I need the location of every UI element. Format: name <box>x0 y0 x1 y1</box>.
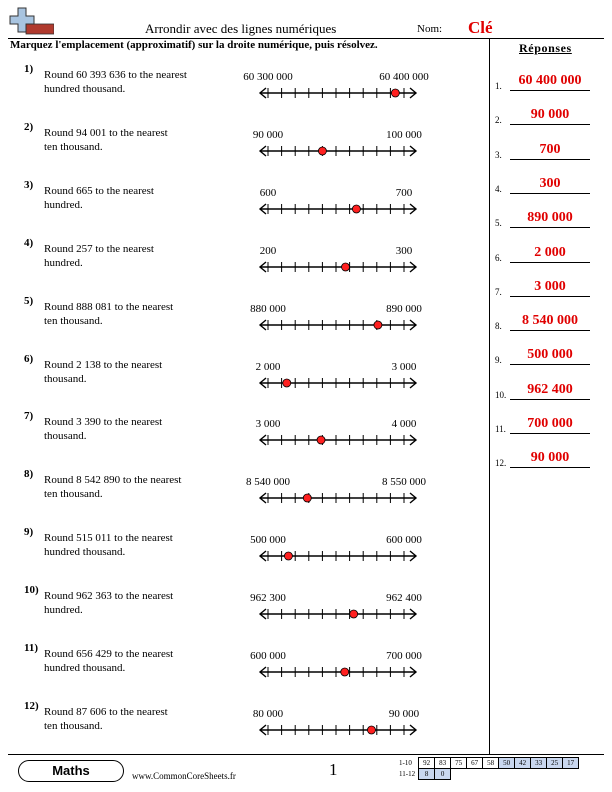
score-cell: 17 <box>563 758 579 769</box>
answer-number: 2. <box>495 115 502 126</box>
problem-number: 1) <box>24 63 34 75</box>
answer-value: 60 400 000 <box>518 73 582 88</box>
number-line-low-label: 60 300 000 <box>243 71 293 83</box>
number-line-low-label: 80 000 <box>252 707 284 720</box>
number-line-low-label: 500 000 <box>250 534 286 547</box>
problem-number: 12) <box>24 699 39 712</box>
answer-number: 7. <box>495 286 502 297</box>
problem-text-line: ten thousand. <box>44 314 103 327</box>
problem-text-line: hundred thousand. <box>44 662 126 674</box>
answer-value: 300 <box>539 175 561 191</box>
problem-text-line: ten thousand. <box>44 140 103 153</box>
number-line-high-label: 90 000 <box>388 707 420 720</box>
problem-text-line: Round 656 429 to the nearest <box>44 648 174 660</box>
number-line-low-label: 3 000 <box>255 418 281 431</box>
number-line-high-label: 962 400 <box>386 592 422 605</box>
number-line-low-label: 962 300 <box>250 592 286 605</box>
number-line-marker <box>284 552 292 560</box>
problem-number: 8) <box>24 468 34 481</box>
number-line <box>0 604 612 624</box>
problem-text-line: thousand. <box>44 372 87 385</box>
score-cell: 50 <box>499 758 515 769</box>
problem-number: 10) <box>24 584 39 597</box>
answer-value: 90 000 <box>530 107 570 123</box>
answer-value: 8 540 000 <box>522 313 578 329</box>
worksheet-title: Arrondir avec des lignes numériques <box>145 21 337 36</box>
problem-number: 4) <box>24 236 34 249</box>
answer-number: 4. <box>495 183 502 194</box>
answer-number: 3. <box>495 149 502 160</box>
answer-number: 8. <box>495 321 502 332</box>
number-line-marker <box>318 147 326 155</box>
problem-number: 7) <box>24 410 34 423</box>
score-row-label: 11-12 <box>399 770 416 778</box>
problem-text-line: hundred thousand. <box>44 546 126 559</box>
answer-number: 12. <box>495 458 507 469</box>
number-line-high-label: 60 400 000 <box>379 71 429 83</box>
answer-value: 3 000 <box>534 278 566 294</box>
number-line-high-label: 300 <box>395 244 413 257</box>
problem-text-line: Round 87 606 to the nearest <box>44 705 168 718</box>
problem-text-line: Round 94 001 to the nearest <box>44 126 168 139</box>
number-line <box>0 662 612 682</box>
number-line-high-label: 4 000 <box>391 418 417 431</box>
answer-number: 1. <box>495 81 502 91</box>
number-line-low-label: 8 540 000 <box>246 476 290 489</box>
number-line-low-label: 600 000 <box>250 650 286 662</box>
number-line-marker <box>352 205 360 213</box>
number-line-high-label: 100 000 <box>386 128 422 141</box>
problem-number: 2) <box>24 120 34 133</box>
score-cell: 8 <box>419 769 435 780</box>
answer-value: 500 000 <box>527 347 573 363</box>
problem-number: 5) <box>24 294 34 307</box>
answer-value: 700 <box>539 141 561 157</box>
number-line-marker <box>342 263 350 271</box>
number-line-high-label: 700 <box>395 186 413 199</box>
answer-value: 2 000 <box>534 244 566 260</box>
name-label: Nom: <box>417 23 443 35</box>
number-line-marker <box>374 321 382 329</box>
problem-text-line: Round 665 to the nearest <box>44 184 154 197</box>
number-line-high-label: 890 000 <box>386 302 422 315</box>
number-line-marker <box>283 379 291 387</box>
number-line <box>0 546 612 566</box>
number-line-low-label: 200 <box>259 244 277 257</box>
answer-number: 5. <box>495 218 502 229</box>
number-line-marker <box>317 436 325 444</box>
number-line-high-label: 8 550 000 <box>382 476 426 489</box>
problem-text-line: hundred thousand. <box>44 83 126 95</box>
answer-value: 700 000 <box>527 416 573 431</box>
number-line-low-label: 90 000 <box>252 128 284 141</box>
page-number: 1 <box>329 760 338 779</box>
score-cell: 58 <box>483 758 499 769</box>
answers-header: Réponses <box>519 41 572 55</box>
score-row-label: 1-10 <box>399 759 412 767</box>
number-line-low-label: 2 000 <box>255 360 281 373</box>
score-cell: 0 <box>435 769 451 780</box>
number-line-marker <box>391 89 399 97</box>
number-line-low-label: 600 <box>259 186 277 199</box>
problem-text-line: Round 3 390 to the nearest <box>44 416 163 429</box>
instructions: Marquez l'emplacement (approximatif) sur la droite numérique, puis résolvez. <box>10 39 378 51</box>
problem-text-line: Round 515 011 to the nearest <box>44 532 173 545</box>
score-row <box>397 758 579 769</box>
number-line-marker <box>303 494 311 502</box>
score-cell: 83 <box>435 758 451 769</box>
score-cell: 33 <box>531 758 547 769</box>
answer-number: 10. <box>495 389 507 400</box>
number-line-marker <box>350 610 358 618</box>
problem-text-line: ten thousand. <box>44 488 103 501</box>
score-cell: 67 <box>467 758 483 769</box>
answer-number: 9. <box>495 355 502 366</box>
number-line <box>0 488 612 508</box>
site-url: www.CommonCoreSheets.fr <box>132 771 236 781</box>
score-cell: 92 <box>419 758 435 769</box>
score-cell: 75 <box>451 758 467 769</box>
problem-number: 3) <box>24 178 34 191</box>
number-line-marker <box>367 726 375 734</box>
number-line <box>0 720 612 740</box>
answer-number: 11. <box>495 424 506 434</box>
problem-text-line: hundred. <box>44 604 83 617</box>
problem-text-line: thousand. <box>44 430 87 443</box>
problem-text-line: hundred. <box>44 198 83 211</box>
maths-badge: Maths <box>18 760 124 782</box>
problem-text-line: Round 8 542 890 to the nearest <box>44 474 182 487</box>
problem-text-line: Round 257 to the nearest <box>44 242 154 255</box>
problem-text-line: ten thousand. <box>44 719 103 732</box>
problem-number: 9) <box>24 526 34 539</box>
problem-text-line: Round 962 363 to the nearest <box>44 590 174 603</box>
number-line-high-label: 700 000 <box>386 650 422 662</box>
number-line-low-label: 880 000 <box>250 302 286 315</box>
footer-divider <box>8 754 604 755</box>
score-cell: 42 <box>515 758 531 769</box>
answer-number: 6. <box>495 252 502 263</box>
score-table <box>397 757 579 780</box>
number-line-high-label: 600 000 <box>386 534 422 547</box>
score-row <box>397 769 579 780</box>
problem-text-line: Round 2 138 to the nearest <box>44 358 163 371</box>
answer-value: 962 400 <box>527 381 573 397</box>
problem-text-line: Round 888 081 to the nearest <box>44 300 174 313</box>
answer-value: 90 000 <box>530 450 570 466</box>
number-line-marker <box>341 668 349 676</box>
answer-value: 890 000 <box>527 210 573 226</box>
number-line-high-label: 3 000 <box>391 360 417 373</box>
problem-text-line: hundred. <box>44 256 83 269</box>
problem-text-line: Round 60 393 636 to the nearest <box>44 69 187 81</box>
problem-number: 11) <box>24 642 39 654</box>
name-value: Clé <box>468 18 493 37</box>
plus-minus-logo-icon <box>8 6 54 38</box>
score-cell: 25 <box>547 758 563 769</box>
problem-number: 6) <box>24 352 34 365</box>
